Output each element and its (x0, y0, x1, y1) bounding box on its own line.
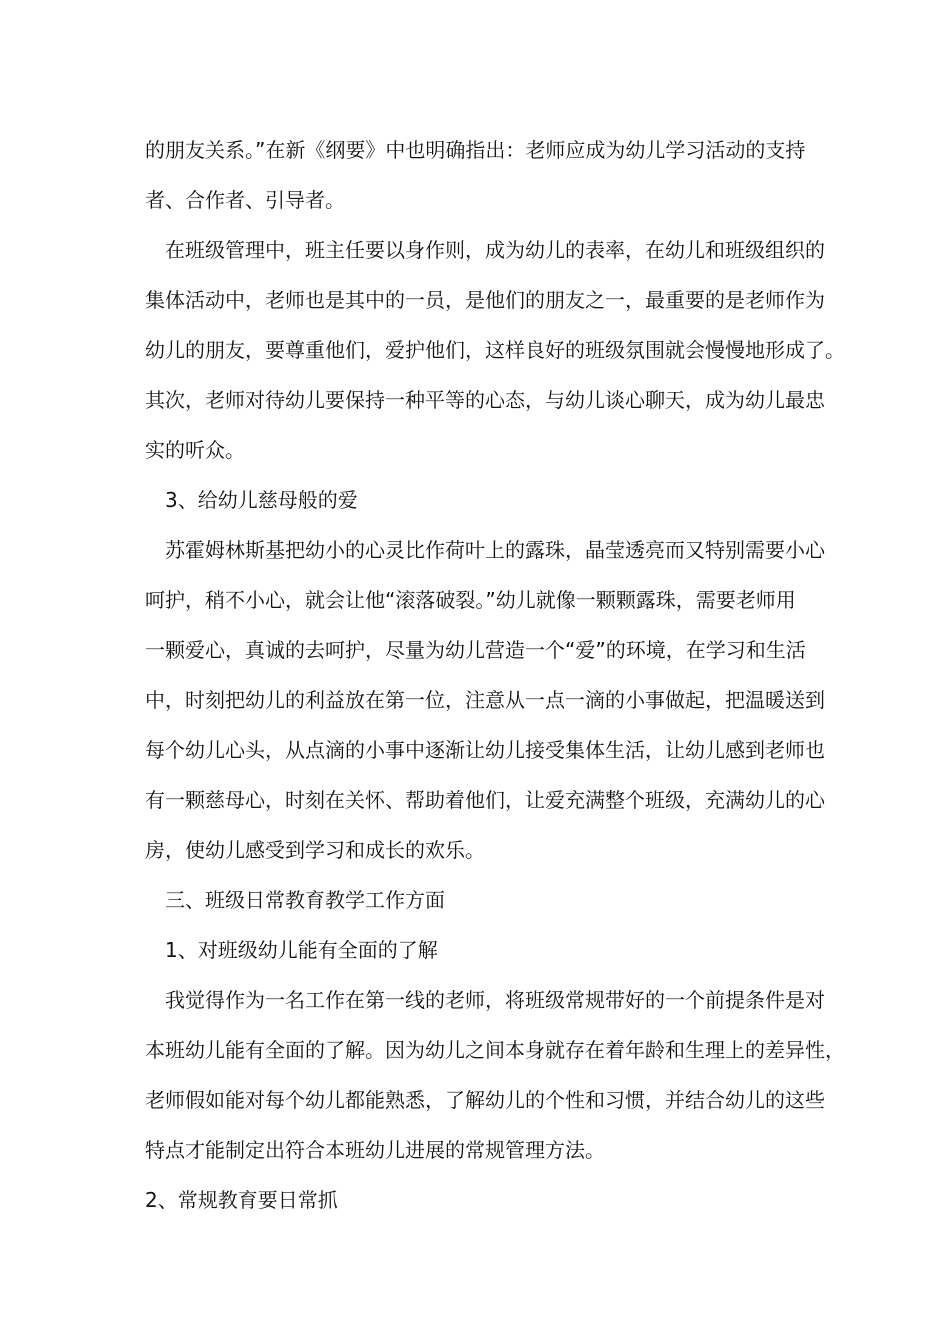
paragraph-line: 一颗爱心，真诚的去呵护，尽量为幼儿营造一个“爱”的环境，在学习和生活 (145, 638, 806, 662)
paragraph-line: 幼儿的朋友，要尊重他们，爱护他们，这样良好的班级氛围就会慢慢地形成了。 (145, 338, 845, 362)
section-heading: 1、对班级幼儿能有全面的了解 (165, 938, 438, 962)
paragraph-line: 房，使幼儿感受到学习和成长的欢乐。 (145, 838, 485, 862)
paragraph-line: 集体活动中，老师也是其中的一员，是他们的朋友之一，最重要的是老师作为 (145, 288, 825, 312)
paragraph-line: 的朋友关系。”在新《纲要》中也明确指出：老师应成为幼儿学习活动的支持 (145, 138, 806, 162)
paragraph-line: 其次，老师对待幼儿要保持一种平等的心态，与幼儿谈心聊天，成为幼儿最忠 (145, 388, 825, 412)
paragraph-line: 有一颗慈母心，时刻在关怀、帮助着他们，让爱充满整个班级，充满幼儿的心 (145, 788, 825, 812)
paragraph-line: 每个幼儿心头，从点滴的小事中逐渐让幼儿接受集体生活，让幼儿感到老师也 (145, 738, 825, 762)
paragraph-line: 特点才能制定出符合本班幼儿进展的常规管理方法。 (145, 1138, 605, 1162)
section-heading: 3、给幼儿慈母般的爱 (165, 488, 358, 512)
paragraph-line: 实的听众。 (145, 438, 245, 462)
section-heading: 三、班级日常教育教学工作方面 (165, 888, 445, 912)
paragraph-line: 老师假如能对每个幼儿都能熟悉，了解幼儿的个性和习惯，并结合幼儿的这些 (145, 1088, 825, 1112)
paragraph-line: 我觉得作为一名工作在第一线的老师，将班级常规带好的一个前提条件是对 (165, 988, 825, 1012)
paragraph-line: 中，时刻把幼儿的利益放在第一位，注意从一点一滴的小事做起，把温暖送到 (145, 688, 825, 712)
paragraph-line: 苏霍姆林斯基把幼小的心灵比作荷叶上的露珠，晶莹透亮而又特别需要小心 (165, 538, 825, 562)
paragraph-line: 本班幼儿能有全面的了解。因为幼儿之间本身就存在着年龄和生理上的差异性， (145, 1038, 845, 1062)
paragraph-line: 呵护，稍不小心，就会让他“滚落破裂。”幼儿就像一颗颗露珠，需要老师用 (145, 588, 796, 612)
section-heading: 2、常规教育要日常抓 (145, 1188, 338, 1212)
paragraph-line: 在班级管理中，班主任要以身作则，成为幼儿的表率，在幼儿和班级组织的 (165, 238, 825, 262)
paragraph-line: 者、合作者、引导者。 (145, 188, 345, 212)
